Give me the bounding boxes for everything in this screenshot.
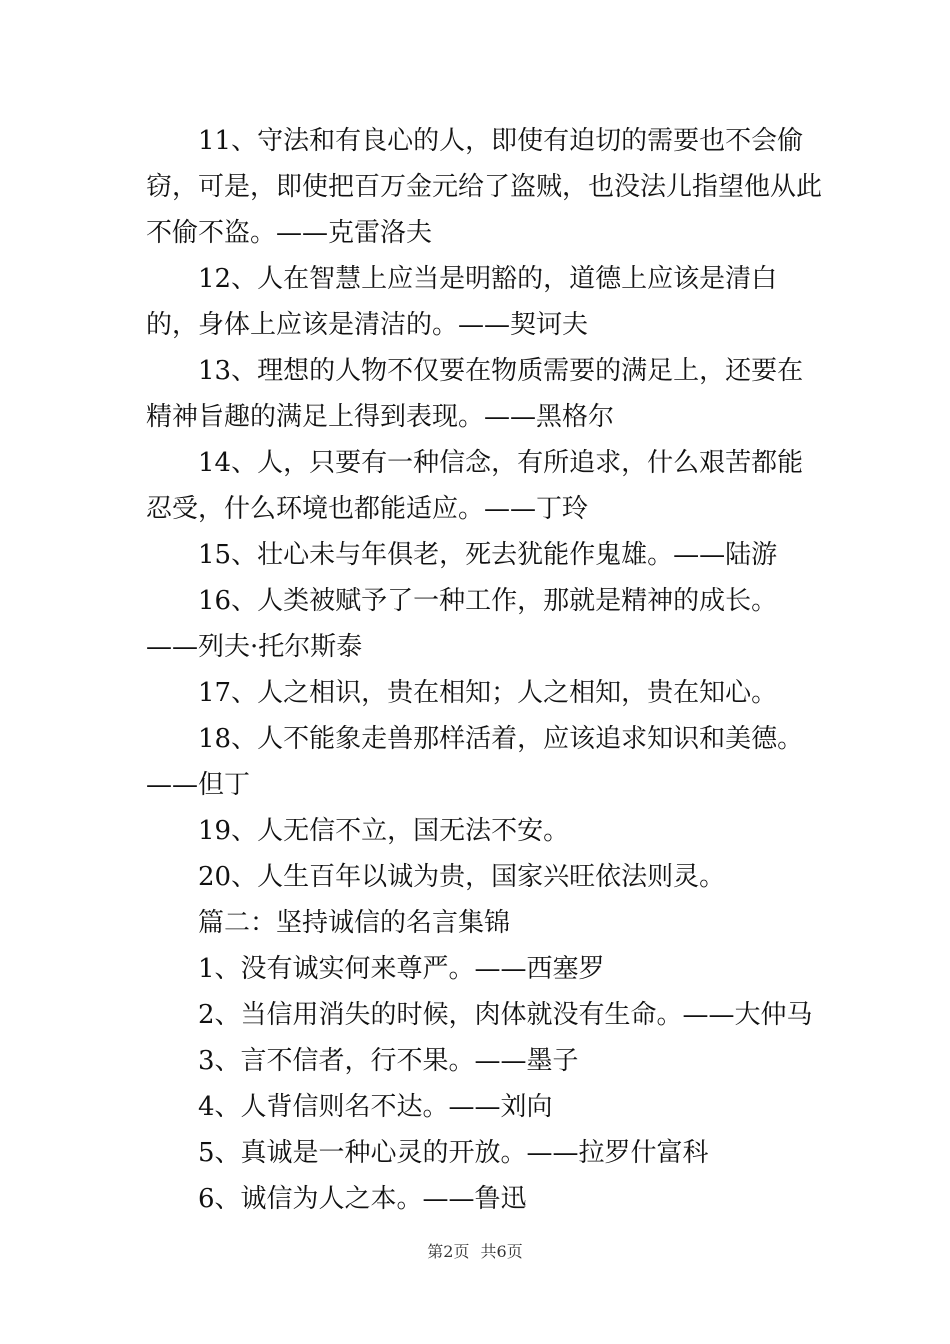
quote-14: 14、人，只要有一种信念，有所追求，什么艰苦都能忍受，什么环境也都能适应。——丁玲 <box>146 448 804 524</box>
honesty-quote-6: 6、诚信为人之本。——鲁迅 <box>198 1184 527 1214</box>
quote-20: 20、人生百年以诚为贵，国家兴旺依法则灵。 <box>198 862 726 892</box>
quote-16: 16、人类被赋予了一种工作，那就是精神的成长。——列夫·托尔斯泰 <box>146 586 778 662</box>
quote-19: 19、人无信不立，国无法不安。 <box>198 816 570 846</box>
honesty-quote-2: 2、当信用消失的时候，肉体就没有生命。——大仲马 <box>198 1000 813 1030</box>
quote-15: 15、壮心未与年俱老，死去犹能作鬼雄。——陆游 <box>198 540 778 570</box>
page-number: 第2页 <box>427 1242 470 1261</box>
honesty-quote-1: 1、没有诚实何来尊严。——西塞罗 <box>198 954 605 984</box>
document-body <box>146 118 826 1222</box>
quote-13: 13、理想的人物不仅要在物质需要的满足上，还要在精神旨趣的满足上得到表现。——黑格尔 <box>146 356 804 432</box>
honesty-quote-4: 4、人背信则名不达。——刘向 <box>198 1092 553 1122</box>
page-footer <box>0 1239 950 1262</box>
honesty-quote-3: 3、言不信者，行不果。——墨子 <box>198 1046 579 1076</box>
honesty-quote-5: 5、真诚是一种心灵的开放。——拉罗什富科 <box>198 1138 709 1168</box>
quote-12: 12、人在智慧上应当是明豁的，道德上应该是清白的，身体上应该是清洁的。——契诃夫 <box>146 264 778 340</box>
quote-11: 11、守法和有良心的人，即使有迫切的需要也不会偷窃，可是，即使把百万金元给了盗贼，也没法儿指望他从此不偷不盗。——克雷洛夫 <box>146 126 823 248</box>
page-total: 共6页 <box>480 1242 523 1261</box>
quote-18: 18、人不能象走兽那样活着，应该追求知识和美德。——但丁 <box>146 724 804 800</box>
quote-17: 17、人之相识，贵在相知；人之相知，贵在知心。 <box>198 678 778 708</box>
section-heading: 篇二：坚持诚信的名言集锦 <box>198 908 511 938</box>
